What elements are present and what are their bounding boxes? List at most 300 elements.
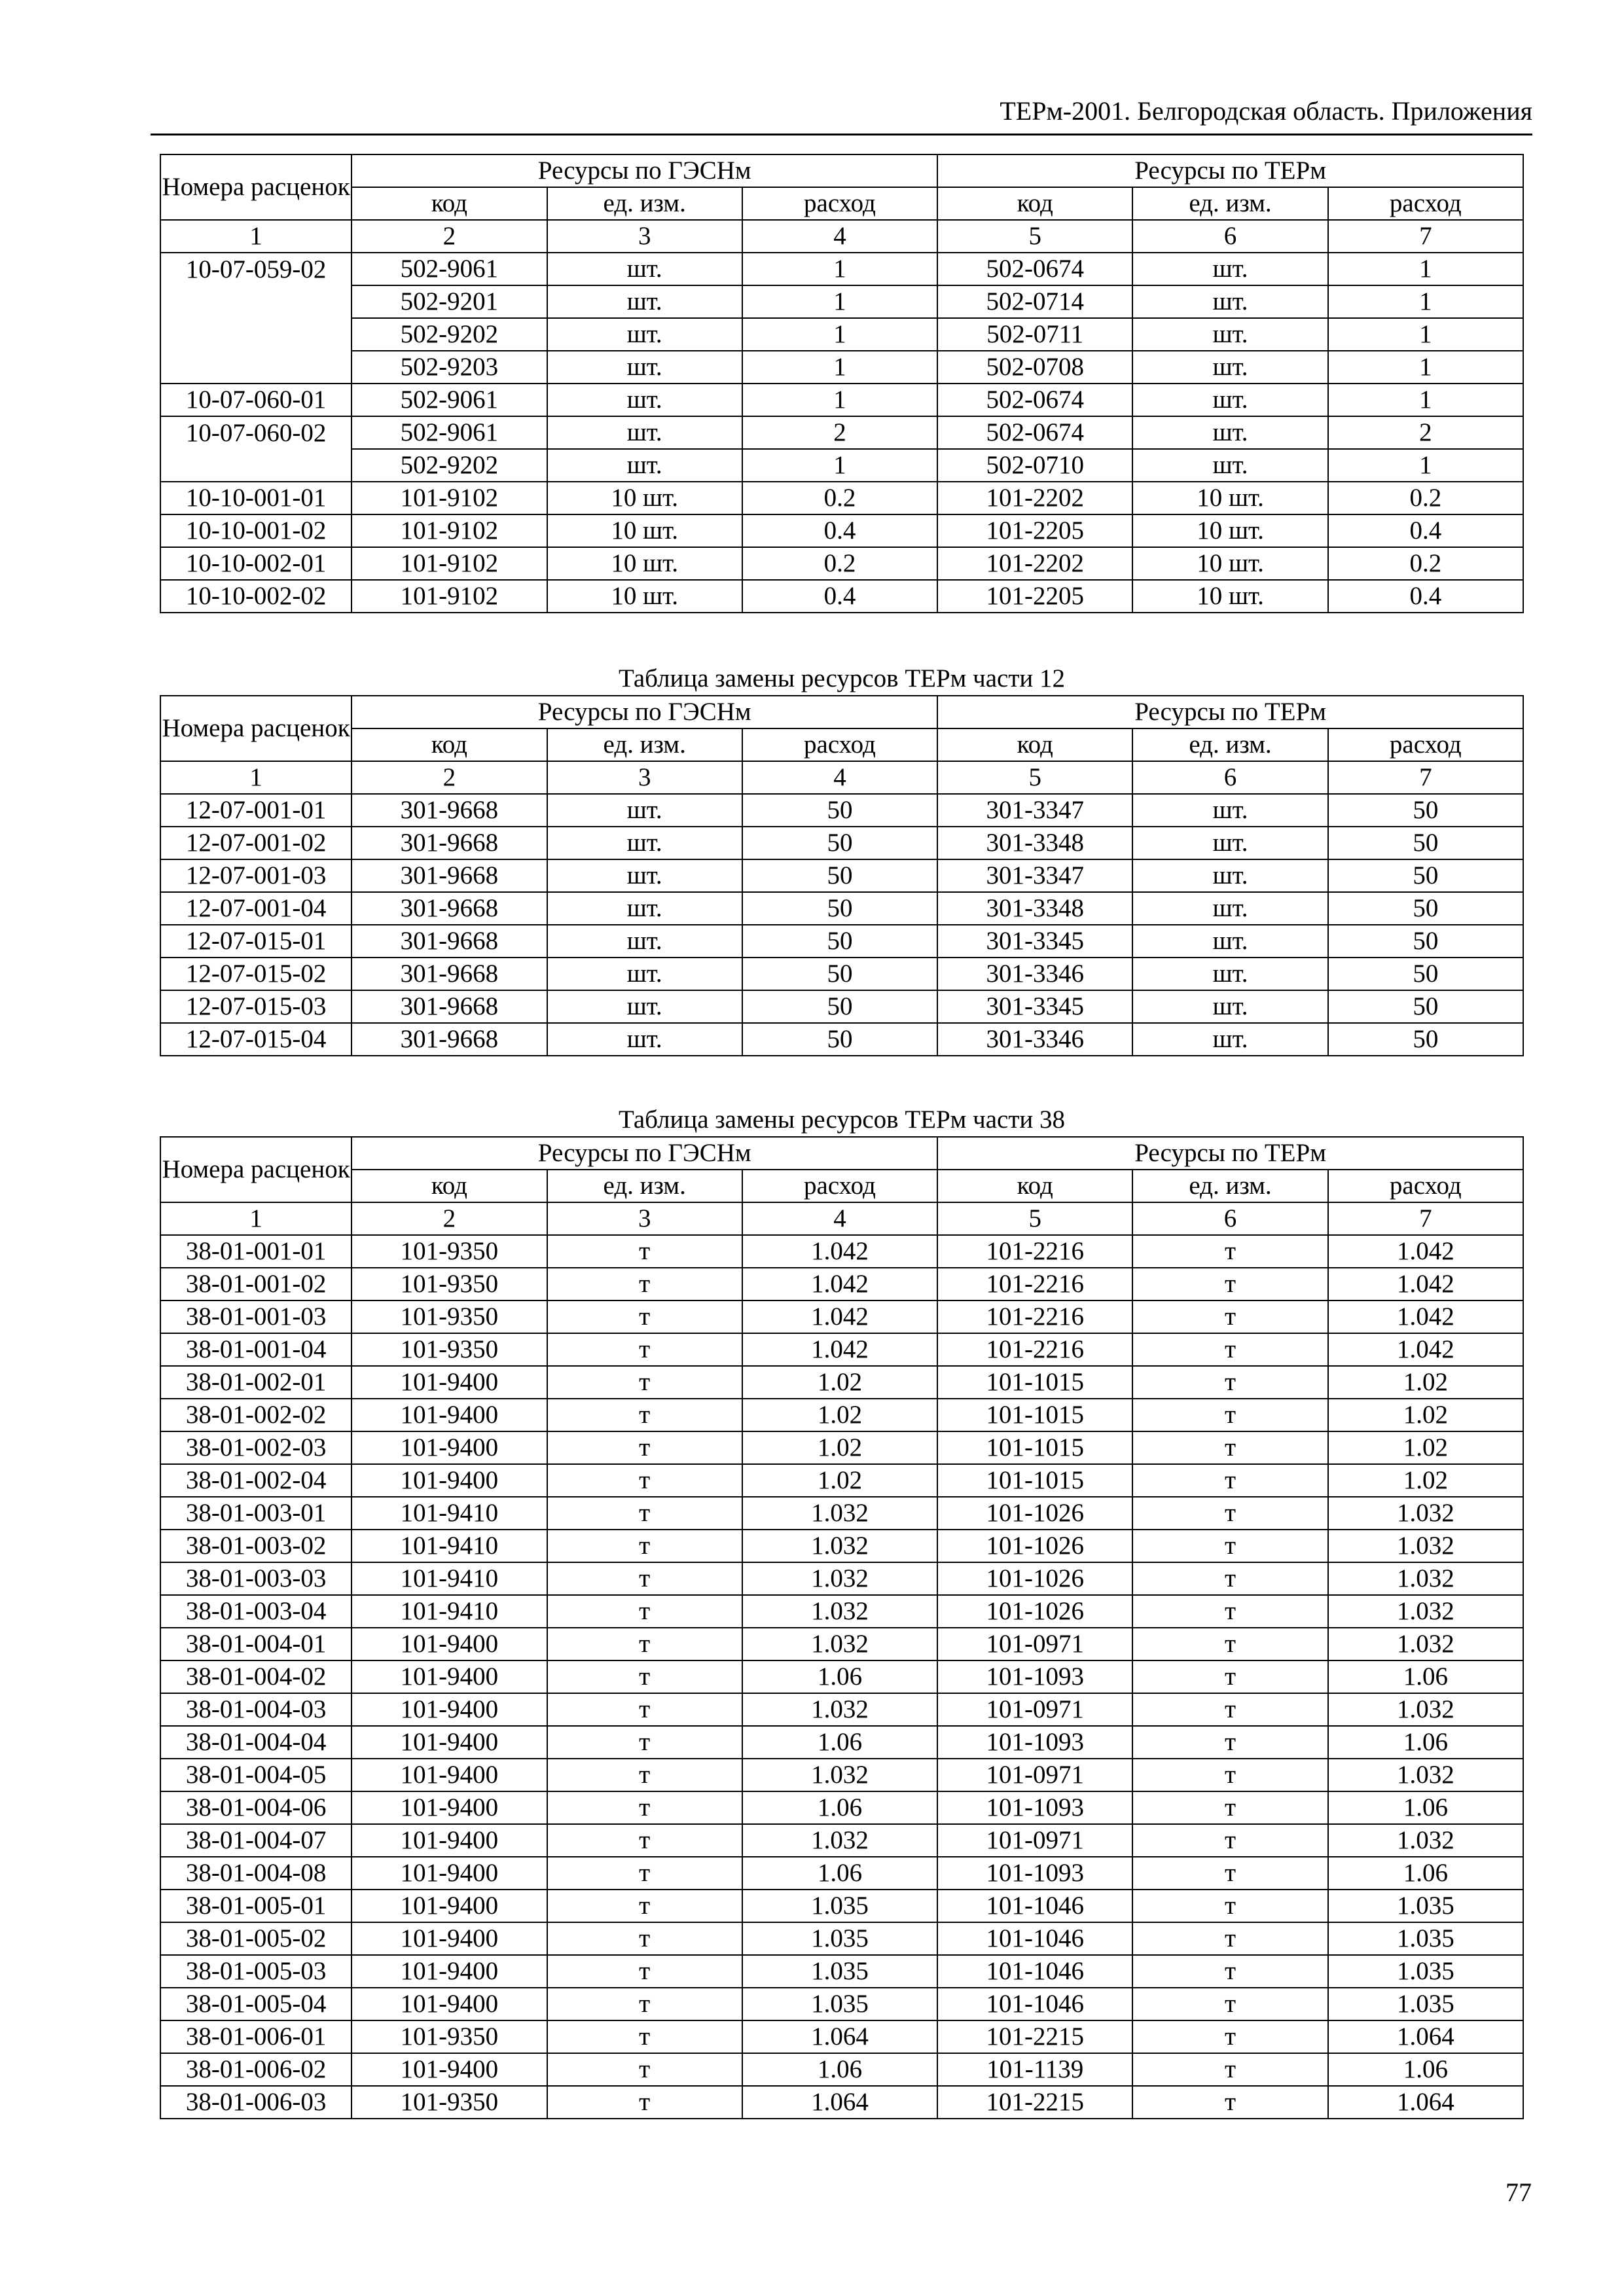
table-row bbox=[160, 1595, 1523, 1628]
table-cell: 101-2202 bbox=[937, 547, 1132, 580]
table-cell: 101-1015 bbox=[937, 1464, 1132, 1497]
header-rate-numbers: Номера расценок bbox=[160, 1137, 352, 1202]
table-cell: т bbox=[1132, 1628, 1327, 1660]
header-consumption: расход bbox=[742, 1170, 937, 1202]
table-cell: 38-01-004-06 bbox=[160, 1791, 352, 1824]
table-row bbox=[160, 794, 1523, 827]
table-cell: 301-3347 bbox=[937, 859, 1132, 892]
table-row bbox=[160, 1300, 1523, 1333]
table-cell: шт. bbox=[1132, 827, 1327, 859]
column-number: 1 bbox=[160, 1202, 352, 1235]
table-cell: 502-9202 bbox=[352, 318, 547, 351]
table-cell: шт. bbox=[547, 859, 742, 892]
table-cell: т bbox=[547, 1464, 742, 1497]
column-number: 7 bbox=[1328, 1202, 1523, 1235]
table-cell: шт. bbox=[1132, 958, 1327, 990]
table-cell: 1.064 bbox=[1328, 2020, 1523, 2053]
table-cell: 101-9400 bbox=[352, 1693, 547, 1726]
table-cell: т bbox=[547, 1530, 742, 1562]
table-cell: 1.042 bbox=[1328, 1300, 1523, 1333]
table-cell: 1.042 bbox=[1328, 1268, 1523, 1300]
table-cell: 101-2216 bbox=[937, 1333, 1132, 1366]
table-row bbox=[160, 416, 1523, 449]
table-cell: 301-3345 bbox=[937, 925, 1132, 958]
table-cell: 101-9350 bbox=[352, 2086, 547, 2119]
table-cell: т bbox=[547, 1988, 742, 2020]
table-cell: т bbox=[1132, 1562, 1327, 1595]
table-cell: 101-9400 bbox=[352, 1857, 547, 1890]
table-row bbox=[160, 1759, 1523, 1791]
table-cell: т bbox=[1132, 2053, 1327, 2086]
column-number: 3 bbox=[547, 220, 742, 253]
table-cell: 50 bbox=[742, 794, 937, 827]
table-cell: 101-9350 bbox=[352, 1333, 547, 1366]
table-cell: шт. bbox=[547, 990, 742, 1023]
table-cell: 1.035 bbox=[1328, 1955, 1523, 1988]
table-row bbox=[160, 1693, 1523, 1726]
table-cell: 101-9410 bbox=[352, 1562, 547, 1595]
table-row bbox=[160, 1464, 1523, 1497]
table-cell: 301-3347 bbox=[937, 794, 1132, 827]
table-cell: 10-10-001-02 bbox=[160, 514, 352, 547]
table-cell: 1.06 bbox=[1328, 2053, 1523, 2086]
column-number: 6 bbox=[1132, 761, 1327, 794]
table-cell: т bbox=[547, 1628, 742, 1660]
table-cell: т bbox=[1132, 2086, 1327, 2119]
table-cell: т bbox=[1132, 1824, 1327, 1857]
table-row bbox=[160, 859, 1523, 892]
table-cell: 50 bbox=[1328, 925, 1523, 958]
column-number: 4 bbox=[742, 1202, 937, 1235]
table-cell: т bbox=[1132, 1955, 1327, 1988]
table-cell: 1.035 bbox=[742, 1955, 937, 1988]
table-row bbox=[160, 1628, 1523, 1660]
table-cell: 1 bbox=[742, 253, 937, 285]
table-cell: 101-9102 bbox=[352, 547, 547, 580]
table-cell: 12-07-001-04 bbox=[160, 892, 352, 925]
table-cell: 1.032 bbox=[1328, 1759, 1523, 1791]
table-cell: 1.02 bbox=[1328, 1431, 1523, 1464]
table-cell: т bbox=[547, 1726, 742, 1759]
table-cell: 1.064 bbox=[742, 2086, 937, 2119]
table-cell: 101-2215 bbox=[937, 2020, 1132, 2053]
table-cell: 502-0714 bbox=[937, 285, 1132, 318]
table-cell: т bbox=[547, 2053, 742, 2086]
header-code: код bbox=[937, 728, 1132, 761]
table-cell: т bbox=[1132, 1431, 1327, 1464]
column-number: 3 bbox=[547, 1202, 742, 1235]
table-cell: 101-9350 bbox=[352, 1300, 547, 1333]
table-cell: 38-01-004-05 bbox=[160, 1759, 352, 1791]
table-cell: шт. bbox=[1132, 892, 1327, 925]
table-cell: 1.032 bbox=[1328, 1562, 1523, 1595]
table-cell: 0.4 bbox=[742, 580, 937, 613]
table-cell: 0.4 bbox=[1328, 580, 1523, 613]
table-cell: 38-01-006-02 bbox=[160, 2053, 352, 2086]
table-cell: 101-1015 bbox=[937, 1399, 1132, 1431]
table-cell: 301-3346 bbox=[937, 958, 1132, 990]
table-cell: 502-9061 bbox=[352, 253, 547, 285]
table-cell: т bbox=[1132, 1660, 1327, 1693]
table-cell: 1.042 bbox=[742, 1300, 937, 1333]
table-cell: 38-01-004-03 bbox=[160, 1693, 352, 1726]
table-row bbox=[160, 1824, 1523, 1857]
column-number: 1 bbox=[160, 761, 352, 794]
table-cell: 101-2215 bbox=[937, 2086, 1132, 2119]
table-cell: 101-1015 bbox=[937, 1366, 1132, 1399]
table-cell: т bbox=[1132, 1791, 1327, 1824]
table-cell: 101-2205 bbox=[937, 580, 1132, 613]
table-cell: 1.06 bbox=[1328, 1660, 1523, 1693]
table-cell: 50 bbox=[1328, 794, 1523, 827]
resource-table-part-12 bbox=[160, 695, 1524, 1056]
table-cell: т bbox=[547, 1366, 742, 1399]
table-cell: 301-9668 bbox=[352, 958, 547, 990]
table-cell: 502-0711 bbox=[937, 318, 1132, 351]
table-cell: 101-9400 bbox=[352, 1791, 547, 1824]
table-row bbox=[160, 1268, 1523, 1300]
header-row-groups bbox=[160, 154, 1523, 187]
table-cell: т bbox=[547, 2086, 742, 2119]
table-cell: 10-10-001-01 bbox=[160, 482, 352, 514]
header-code: код bbox=[352, 728, 547, 761]
table-cell: 10 шт. bbox=[1132, 482, 1327, 514]
table-cell: 38-01-001-02 bbox=[160, 1268, 352, 1300]
table-caption-part-38: Таблица замены ресурсов ТЕРм части 38 bbox=[618, 1105, 1066, 1134]
table-cell: 50 bbox=[742, 892, 937, 925]
table-row bbox=[160, 925, 1523, 958]
header-consumption: расход bbox=[1328, 1170, 1523, 1202]
table-row bbox=[160, 958, 1523, 990]
column-number: 6 bbox=[1132, 220, 1327, 253]
table-cell: шт. bbox=[1132, 253, 1327, 285]
header-code: код bbox=[352, 1170, 547, 1202]
table-row bbox=[160, 514, 1523, 547]
table-cell: т bbox=[1132, 1726, 1327, 1759]
table-cell: 10 шт. bbox=[1132, 514, 1327, 547]
table-cell: шт. bbox=[547, 416, 742, 449]
table-cell: т bbox=[1132, 1464, 1327, 1497]
table-cell: 1 bbox=[742, 449, 937, 482]
table-row bbox=[160, 1431, 1523, 1464]
header-gesnm-resources: Ресурсы по ГЭСНм bbox=[352, 154, 937, 187]
table-row bbox=[160, 384, 1523, 416]
table-cell: шт. bbox=[547, 253, 742, 285]
table-cell: т bbox=[547, 1300, 742, 1333]
table-cell: 1 bbox=[1328, 253, 1523, 285]
table-cell: 50 bbox=[742, 958, 937, 990]
table-cell: т bbox=[547, 1890, 742, 1922]
table-cell: 0.2 bbox=[1328, 482, 1523, 514]
header-unit: ед. изм. bbox=[547, 728, 742, 761]
header-code: код bbox=[937, 1170, 1132, 1202]
table-cell: 101-1046 bbox=[937, 1890, 1132, 1922]
table-cell: 101-9400 bbox=[352, 1955, 547, 1988]
table-cell: 301-9668 bbox=[352, 1023, 547, 1056]
resource-table-part-38 bbox=[160, 1136, 1524, 2119]
header-consumption: расход bbox=[742, 187, 937, 220]
table-cell: 10 шт. bbox=[1132, 580, 1327, 613]
column-number: 1 bbox=[160, 220, 352, 253]
table-cell: 1 bbox=[1328, 384, 1523, 416]
table-cell: шт. bbox=[547, 794, 742, 827]
table-cell: 1.02 bbox=[1328, 1464, 1523, 1497]
table-cell: 1.02 bbox=[1328, 1366, 1523, 1399]
header-term-resources: Ресурсы по ТЕРм bbox=[937, 154, 1523, 187]
table-cell: шт. bbox=[1132, 925, 1327, 958]
table-cell: 38-01-003-02 bbox=[160, 1530, 352, 1562]
table-cell: 1.06 bbox=[1328, 1791, 1523, 1824]
table-cell: 1.035 bbox=[1328, 1922, 1523, 1955]
table-cell: 10 шт. bbox=[1132, 547, 1327, 580]
table-cell: т bbox=[547, 1399, 742, 1431]
table-row bbox=[160, 547, 1523, 580]
table-row bbox=[160, 2053, 1523, 2086]
table-cell: 50 bbox=[742, 827, 937, 859]
table-cell: т bbox=[1132, 1497, 1327, 1530]
table-cell: шт. bbox=[547, 892, 742, 925]
table-cell: 1.032 bbox=[742, 1530, 937, 1562]
table-cell: 101-9102 bbox=[352, 514, 547, 547]
table-cell: 10 шт. bbox=[547, 580, 742, 613]
table-cell: 1.042 bbox=[742, 1235, 937, 1268]
table-cell: т bbox=[547, 2020, 742, 2053]
table-cell: 101-1139 bbox=[937, 2053, 1132, 2086]
table-cell: т bbox=[547, 1431, 742, 1464]
column-number: 7 bbox=[1328, 220, 1523, 253]
table-cell: 101-9350 bbox=[352, 1235, 547, 1268]
table-row bbox=[160, 1660, 1523, 1693]
table-cell: 1.06 bbox=[742, 1791, 937, 1824]
table-cell: 101-9400 bbox=[352, 1464, 547, 1497]
table-cell: т bbox=[547, 1660, 742, 1693]
table-cell: т bbox=[547, 1693, 742, 1726]
table-cell: 101-9400 bbox=[352, 1660, 547, 1693]
table-row bbox=[160, 2020, 1523, 2053]
table-cell: 101-9400 bbox=[352, 1628, 547, 1660]
table-cell: 10-10-002-01 bbox=[160, 547, 352, 580]
column-number: 6 bbox=[1132, 1202, 1327, 1235]
table-row bbox=[160, 482, 1523, 514]
table-row bbox=[160, 449, 1523, 482]
header-row-groups bbox=[160, 696, 1523, 728]
column-number: 7 bbox=[1328, 761, 1523, 794]
table-cell: 1.032 bbox=[742, 1693, 937, 1726]
header-rate-numbers: Номера расценок bbox=[160, 154, 352, 220]
table-cell: 301-9668 bbox=[352, 925, 547, 958]
table-cell: т bbox=[1132, 1595, 1327, 1628]
table-cell: 301-9668 bbox=[352, 827, 547, 859]
table-row bbox=[160, 1235, 1523, 1268]
table-cell: 1 bbox=[1328, 318, 1523, 351]
table-cell: т bbox=[1132, 1366, 1327, 1399]
table-row bbox=[160, 351, 1523, 384]
header-row-groups bbox=[160, 1137, 1523, 1170]
table-cell: 38-01-006-03 bbox=[160, 2086, 352, 2119]
table-cell: 0.2 bbox=[742, 482, 937, 514]
table-caption-part-12: Таблица замены ресурсов ТЕРм части 12 bbox=[618, 664, 1066, 692]
header-row-columns bbox=[160, 1170, 1523, 1202]
table-cell: 1.02 bbox=[1328, 1399, 1523, 1431]
table-cell: т bbox=[1132, 1268, 1327, 1300]
table-cell: т bbox=[547, 1235, 742, 1268]
table-row bbox=[160, 1530, 1523, 1562]
table-cell: 101-0971 bbox=[937, 1693, 1132, 1726]
table-cell: 101-1046 bbox=[937, 1955, 1132, 1988]
table-cell: шт. bbox=[1132, 318, 1327, 351]
table-row bbox=[160, 1791, 1523, 1824]
table-cell: 301-9668 bbox=[352, 859, 547, 892]
table-cell: шт. bbox=[1132, 1023, 1327, 1056]
table-cell: 502-0674 bbox=[937, 384, 1132, 416]
table-cell: 101-1093 bbox=[937, 1726, 1132, 1759]
table-cell: 38-01-004-01 bbox=[160, 1628, 352, 1660]
table-row bbox=[160, 990, 1523, 1023]
table-cell: шт. bbox=[1132, 859, 1327, 892]
header-row-columns bbox=[160, 728, 1523, 761]
table-cell: шт. bbox=[1132, 990, 1327, 1023]
header-unit: ед. изм. bbox=[1132, 187, 1327, 220]
table-row bbox=[160, 318, 1523, 351]
table-cell: 101-9400 bbox=[352, 1399, 547, 1431]
table-cell: 1.032 bbox=[742, 1628, 937, 1660]
table-cell: 38-01-002-02 bbox=[160, 1399, 352, 1431]
table-row bbox=[160, 1399, 1523, 1431]
table-cell: 301-3345 bbox=[937, 990, 1132, 1023]
table-row bbox=[160, 1955, 1523, 1988]
table-cell: 101-1015 bbox=[937, 1431, 1132, 1464]
column-number: 2 bbox=[352, 220, 547, 253]
table-cell: 1.032 bbox=[1328, 1824, 1523, 1857]
table-cell: 38-01-005-03 bbox=[160, 1955, 352, 1988]
table-cell: 1.035 bbox=[742, 1922, 937, 1955]
table-cell: 502-9203 bbox=[352, 351, 547, 384]
table-cell: т bbox=[547, 1759, 742, 1791]
table-cell: 10 шт. bbox=[547, 547, 742, 580]
table-cell: 101-1026 bbox=[937, 1497, 1132, 1530]
table-cell: 101-1093 bbox=[937, 1660, 1132, 1693]
table-cell: 12-07-015-01 bbox=[160, 925, 352, 958]
table-cell: 10-07-060-02 bbox=[160, 416, 352, 449]
table-cell: 1.032 bbox=[1328, 1497, 1523, 1530]
table-cell: 38-01-005-01 bbox=[160, 1890, 352, 1922]
header-row-numbers bbox=[160, 761, 1523, 794]
table-cell bbox=[160, 449, 352, 482]
table-cell: 1.02 bbox=[742, 1464, 937, 1497]
table-cell: 101-1026 bbox=[937, 1530, 1132, 1562]
table-cell: шт. bbox=[547, 449, 742, 482]
table-cell: 1.02 bbox=[742, 1366, 937, 1399]
table-cell: 1 bbox=[742, 384, 937, 416]
table-cell: шт. bbox=[1132, 794, 1327, 827]
table-cell: шт. bbox=[547, 285, 742, 318]
table-cell: 502-9201 bbox=[352, 285, 547, 318]
table-cell: 50 bbox=[742, 925, 937, 958]
table-row bbox=[160, 1726, 1523, 1759]
table-row bbox=[160, 1023, 1523, 1056]
table-cell: шт. bbox=[547, 925, 742, 958]
table-row bbox=[160, 285, 1523, 318]
table-cell: 1.035 bbox=[1328, 1890, 1523, 1922]
column-number: 4 bbox=[742, 761, 937, 794]
table-cell: 301-3346 bbox=[937, 1023, 1132, 1056]
table-cell: 2 bbox=[1328, 416, 1523, 449]
table-cell: 1.032 bbox=[1328, 1628, 1523, 1660]
table-cell: шт. bbox=[547, 318, 742, 351]
table-cell: т bbox=[547, 1922, 742, 1955]
table-cell: 50 bbox=[1328, 1023, 1523, 1056]
table-cell: 1.035 bbox=[742, 1988, 937, 2020]
table-cell: т bbox=[1132, 1333, 1327, 1366]
table-cell: 101-1026 bbox=[937, 1595, 1132, 1628]
table-cell: 1 bbox=[1328, 449, 1523, 482]
table-cell: 101-9400 bbox=[352, 1890, 547, 1922]
column-number: 5 bbox=[937, 220, 1132, 253]
table-cell: 1.06 bbox=[742, 1726, 937, 1759]
table-cell: 101-1093 bbox=[937, 1791, 1132, 1824]
table-cell: 101-0971 bbox=[937, 1824, 1132, 1857]
header-row-numbers bbox=[160, 220, 1523, 253]
table-cell: 1.06 bbox=[1328, 1726, 1523, 1759]
column-number: 5 bbox=[937, 761, 1132, 794]
table-cell: 1.032 bbox=[742, 1759, 937, 1791]
table-cell: т bbox=[547, 1333, 742, 1366]
table-cell: 1.035 bbox=[742, 1890, 937, 1922]
table-cell: 101-2202 bbox=[937, 482, 1132, 514]
table-cell: т bbox=[1132, 2020, 1327, 2053]
table-cell: т bbox=[547, 1562, 742, 1595]
table-row bbox=[160, 1857, 1523, 1890]
table-cell: 301-3348 bbox=[937, 827, 1132, 859]
table-cell: т bbox=[547, 1824, 742, 1857]
table-row bbox=[160, 1988, 1523, 2020]
header-term-resources: Ресурсы по ТЕРм bbox=[937, 696, 1523, 728]
header-unit: ед. изм. bbox=[547, 187, 742, 220]
header-consumption: расход bbox=[1328, 187, 1523, 220]
table-cell: 101-9400 bbox=[352, 1726, 547, 1759]
column-number: 3 bbox=[547, 761, 742, 794]
table-cell: 1 bbox=[1328, 285, 1523, 318]
table-cell: 101-9400 bbox=[352, 1988, 547, 2020]
table-cell: 301-3348 bbox=[937, 892, 1132, 925]
table-cell: 1.02 bbox=[742, 1399, 937, 1431]
table-cell: 101-1046 bbox=[937, 1988, 1132, 2020]
table-cell: шт. bbox=[1132, 416, 1327, 449]
table-cell: 1.06 bbox=[742, 2053, 937, 2086]
header-consumption: расход bbox=[1328, 728, 1523, 761]
table-cell: 38-01-004-02 bbox=[160, 1660, 352, 1693]
table-cell: т bbox=[1132, 1857, 1327, 1890]
table-cell: 101-9410 bbox=[352, 1595, 547, 1628]
table-cell: 1.032 bbox=[1328, 1693, 1523, 1726]
table-cell: 301-9668 bbox=[352, 794, 547, 827]
table-cell: 101-2205 bbox=[937, 514, 1132, 547]
table-cell bbox=[160, 318, 352, 351]
header-gesnm-resources: Ресурсы по ГЭСНм bbox=[352, 1137, 937, 1170]
table-row bbox=[160, 580, 1523, 613]
table-cell: 38-01-004-07 bbox=[160, 1824, 352, 1857]
table-cell: 10 шт. bbox=[547, 482, 742, 514]
table-cell: т bbox=[547, 1268, 742, 1300]
table-cell: 0.2 bbox=[742, 547, 937, 580]
table-cell: 50 bbox=[1328, 827, 1523, 859]
table-cell: 502-0708 bbox=[937, 351, 1132, 384]
header-row-columns bbox=[160, 187, 1523, 220]
table-row bbox=[160, 892, 1523, 925]
table-cell: 0.4 bbox=[1328, 514, 1523, 547]
table-cell: 101-9400 bbox=[352, 1431, 547, 1464]
table-cell: т bbox=[1132, 1890, 1327, 1922]
